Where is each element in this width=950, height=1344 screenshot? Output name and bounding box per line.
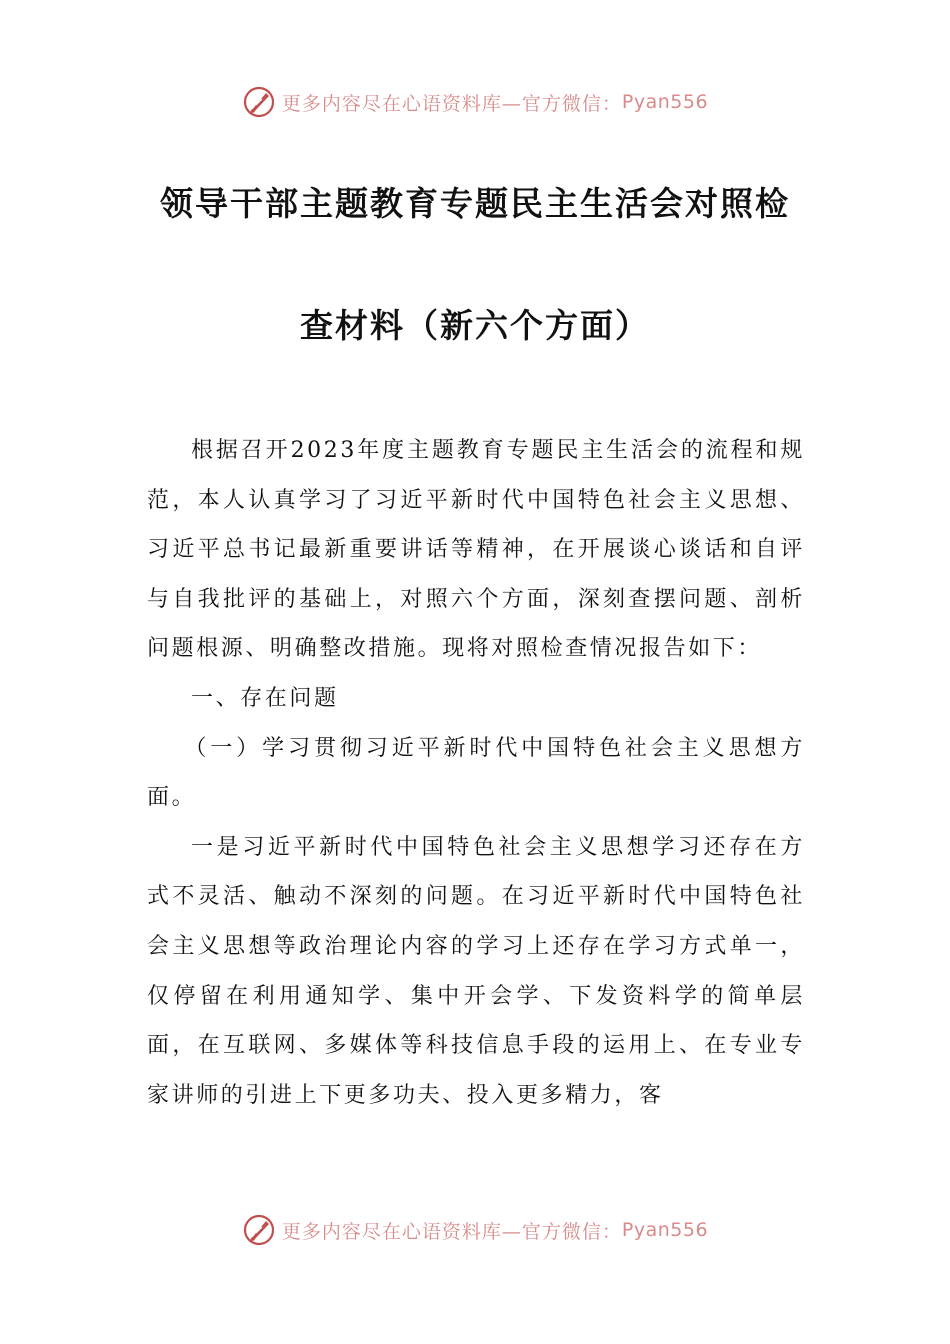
wechat-id: Pyan556 <box>621 1219 709 1241</box>
quill-pen-logo-icon <box>242 1213 276 1247</box>
document-title-line-2: 查材料（新六个方面） <box>300 306 650 345</box>
footer-watermark-banner <box>0 1210 950 1250</box>
section-heading: 一、存在问题 <box>191 685 339 711</box>
document-title-line-1: 领导干部主题教育专题民主生活会对照检 <box>160 184 790 223</box>
wechat-id: Pyan556 <box>621 91 709 113</box>
subsection-heading: （一）学习贯彻习近平新时代中国特色社会主义思想方面。 <box>147 735 805 811</box>
quill-pen-logo-icon <box>242 85 276 119</box>
document-body <box>147 426 805 1120</box>
header-watermark-banner <box>0 82 950 122</box>
banner-text: 更多内容尽在心语资料库—官方微信： <box>281 1220 622 1243</box>
body-paragraph: 一是习近平新时代中国特色社会主义思想学习还存在方式不灵活、触动不深刻的问题。在习近平新时代中国特色社会主义思想等政治理论内容的学习上还存在学习方式单一，仅停留在利用通知学、集中开会学、下发资料学的简单层面，在互联网、多媒体等科技信息手段的运用上、在专业专家讲师的引进上下更多功夫、投入更多精力，客 <box>147 834 805 1108</box>
intro-paragraph: 根据召开2023年度主题教育专题民主生活会的流程和规范，本人认真学习了习近平新时代中国特色社会主义思想、习近平总书记最新重要讲话等精神，在开展谈心谈话和自评与自我批评的基础上，对照六个方面，深刻查摆问题、剖析问题根源、明确整改措施。现将对照检查情况报告如下： <box>147 438 805 662</box>
banner-text: 更多内容尽在心语资料库—官方微信： <box>281 92 622 115</box>
